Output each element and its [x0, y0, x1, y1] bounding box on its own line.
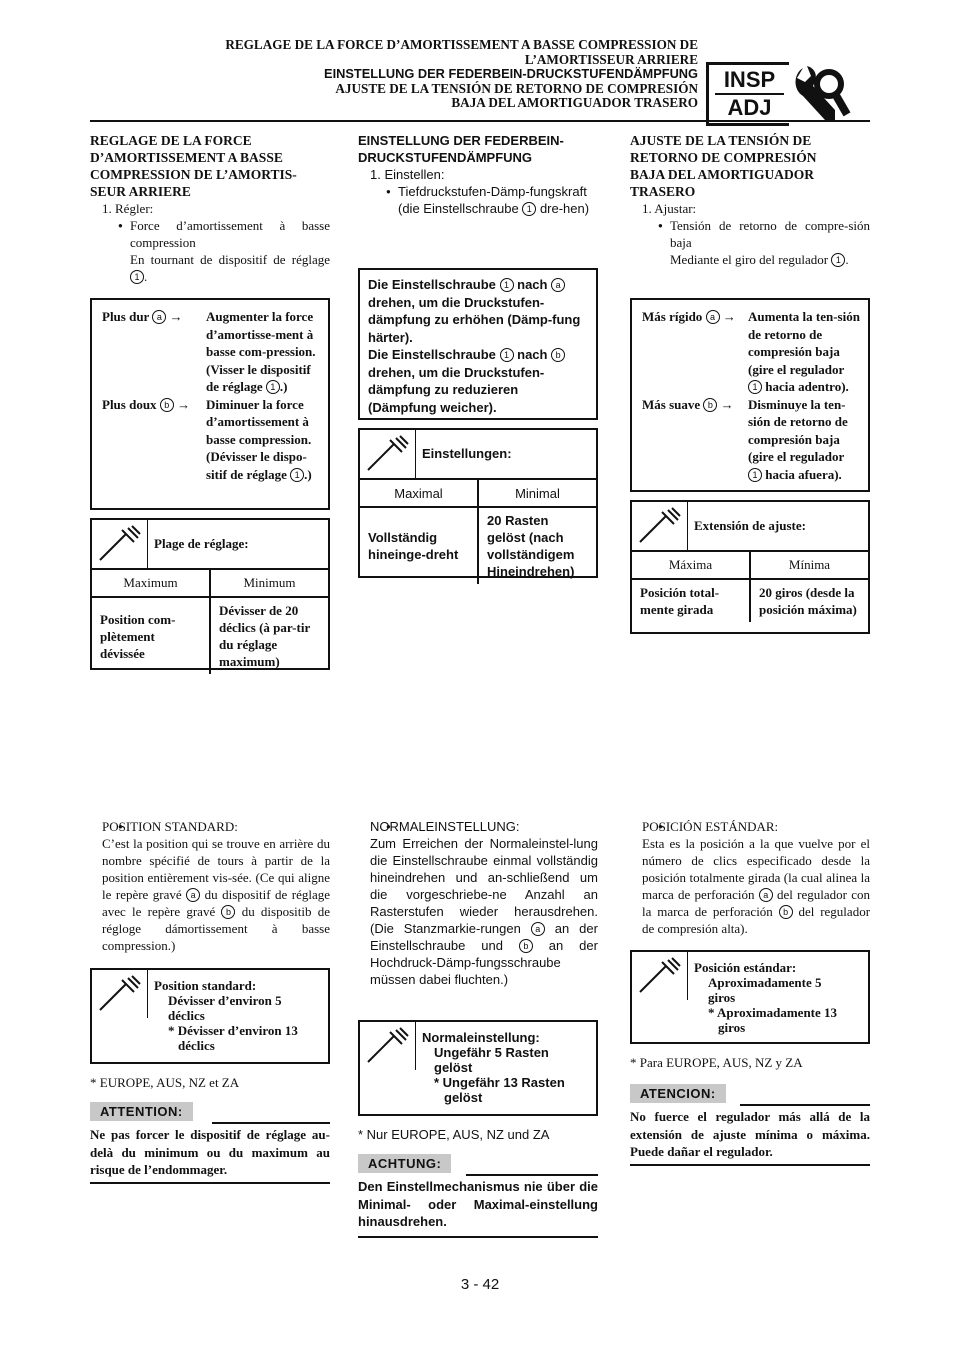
es-warning-text: No fuerce el regulador más allá de la extensión de ajuste mínima o máxima. Puede dañar el regulador. [630, 1109, 870, 1159]
insp-adj-badge [706, 62, 793, 126]
de-softer-para [368, 346, 588, 416]
column-german [358, 132, 598, 217]
es-bullet-text: Tensión de retorno de compre-sión baja [670, 218, 870, 250]
es-standard-box [630, 950, 870, 1044]
es-direction-box [630, 298, 870, 492]
de-standard-box-line: gelöst [434, 1060, 473, 1075]
fr-standard-head: POSITION STANDARD: [102, 819, 238, 834]
de-warning [358, 1154, 451, 1173]
es-step-1: 1. Ajustar: [642, 201, 697, 216]
es-standard-box-line: giros [718, 1020, 746, 1035]
es-title-line: AJUSTE DE LA TENSIÓN DE [630, 133, 812, 148]
de-bullet-text-3: dre-hen) [539, 201, 590, 216]
fr-standard-values [154, 978, 298, 1053]
es-harder-row [642, 308, 860, 396]
spec-wrench-icon [360, 1022, 416, 1070]
arrow-icon: → [722, 309, 736, 324]
fr-standard-text-3: du dispositib de régloge dámortissement à basse compression.) [102, 904, 331, 953]
fr-bullet-text: Force d’amortissement à basse compression [130, 218, 330, 250]
de-softer-text-c: drehen, um die Druckstufen-dämpfung zu reduzieren (Dämpfung weicher). [368, 364, 545, 415]
de-harder-para [368, 276, 588, 346]
fr-spec-col-max: Maximum [92, 570, 210, 597]
es-standard-box-line: Aproximadamente 5 [708, 975, 822, 990]
arrow-icon: → [720, 396, 734, 412]
mark-1-icon: 1 [290, 468, 304, 482]
de-standard-box [358, 1020, 598, 1116]
fr-step-1: 1. Régler: [102, 201, 154, 216]
es-standard-section [630, 818, 870, 937]
mark-a-icon: a [531, 922, 545, 936]
es-softer-text-b: hacia afuera). [765, 466, 842, 482]
fr-standard-text-1: C’est la position qui se trouve en arrière du nombre spécifié de tours à partir de la position entièrement vis-sée. (Ce qui aligne le repère gravé [102, 836, 330, 902]
fr-warning-rule [212, 1122, 330, 1124]
fr-warning [90, 1102, 193, 1121]
es-harder-label: Más rígido [642, 309, 703, 324]
de-footnote: * Nur EUROPE, AUS, NZ und ZA [358, 1127, 550, 1142]
arrow-icon: → [177, 396, 191, 412]
es-standard-text-1: Esta es la posición a la que vuelve por el número de clics especificado desde la posición totalmente girada (la cual alinea la marca de perforación [642, 836, 870, 902]
de-standard-values [422, 1030, 590, 1105]
es-title-line: BAJA DEL AMORTIGUADOR [630, 167, 815, 182]
de-bullet-text-2: (die Einstellschraube [398, 201, 519, 216]
es-spec-col-max: Máxima [632, 552, 750, 579]
mark-a-icon: a [759, 888, 773, 902]
fr-harder-text: Augmenter la force d’amortisse-ment à basse com-pression. (Visser le dispositif de réglage [206, 309, 316, 394]
de-spec-label: Einstellungen: [422, 446, 512, 461]
es-harder-text-b: hacia adentro). [765, 379, 849, 394]
de-title-line: DRUCKSTUFENDÄMPFUNG [358, 150, 533, 165]
fr-standard-section [90, 818, 330, 954]
de-spec-col-min: Minimal [478, 480, 596, 507]
fr-title [90, 132, 330, 200]
de-warning-rule [466, 1174, 598, 1176]
fr-footnote: * EUROPE, AUS, NZ et ZA [90, 1075, 240, 1090]
fr-spec-min-value: Dévisser de 20 déclics (à par-tir du réglage maximum) [210, 597, 328, 674]
page-header [225, 38, 698, 111]
fr-standard-box-title: Position standard: [154, 978, 257, 993]
spec-wrench-icon [360, 430, 416, 478]
fr-standard-bullet [90, 818, 330, 954]
mark-a-icon: a [706, 310, 720, 324]
es-bullet: ● Tensión de retorno de compre-sión baja Mediante el giro del regulador 1 . [630, 217, 870, 268]
mark-a-icon: a [551, 278, 565, 292]
fr-warning-text: Ne pas forcer le dispositif de réglage au-delà du minimum ou du maximum au risque de l’endommager. [90, 1127, 330, 1177]
mark-b-icon: b [551, 348, 565, 362]
de-harder-text-b: nach [517, 277, 548, 292]
mark-1-icon: 1 [748, 380, 762, 394]
es-standard-box-line: * Aproximadamente 13 [708, 1005, 838, 1020]
es-spec-col-min: Mínima [750, 552, 868, 579]
de-title [358, 132, 598, 166]
de-warning-bottom-rule [358, 1236, 598, 1238]
es-harder-text: Aumenta la ten-sión de retorno de compresión baja (gire el regulador [748, 309, 860, 377]
fr-bullet-text-2: En tournant de dispositif de réglage [130, 252, 330, 267]
fr-spec-max-value: Position com-plètement dévissée [100, 611, 176, 661]
spec-wrench-icon [92, 970, 148, 1018]
fr-harder-label: Plus dur [102, 309, 150, 324]
de-standard-text-3: an der Hochdruck-Dämp-fungsschraube müssen dabei fluchten.) [370, 938, 598, 987]
fr-standard-box-line: déclics [168, 1008, 205, 1023]
mark-b-icon: b [519, 939, 533, 953]
es-standard-text-3: del regulador de compresión alta). [642, 904, 871, 936]
mark-b-icon: b [703, 398, 717, 412]
header-line-1: REGLAGE DE LA FORCE D’AMORTISSEMENT A BASSE COMPRESSION DE [225, 37, 698, 52]
es-softer-text: Disminuye la ten-sión de retorno de compresión baja (gire el regulador [748, 396, 848, 464]
es-spec-header [632, 502, 868, 552]
es-softer-label: Más suave [642, 396, 701, 412]
es-warning-label: ATENCION: [630, 1084, 726, 1103]
fr-standard-box-line: déclics [178, 1038, 215, 1053]
header-line-4: AJUSTE DE LA TENSIÓN DE RETORNO DE COMPRESIÓN [335, 80, 698, 96]
fr-standard-box-line: Dévisser d’environ 5 [168, 993, 282, 1008]
spec-wrench-icon [632, 502, 688, 550]
fr-standard-text-2: du dispositif de réglage avec le repère gravé [102, 887, 331, 919]
header-line-2: L’AMORTISSEUR ARRIERE [524, 51, 698, 67]
de-title-line: EINSTELLUNG DER FEDERBEIN- [358, 133, 564, 148]
fr-spec-table [92, 570, 328, 674]
fr-softer-text: Diminuer la force d’amortissement à basse compression. (Dévisser le dispo-sitif de réglage [206, 396, 312, 482]
de-standard-text-1: Zum Erreichen der Normaleinstel-lung die Einstellschraube einmal vollständig hineindrehen und an-schließend um die vorgeschriebe-ne Anzahl an Rasterstufen wieder herausdrehen. (Die Stanzmarkie-rungen [370, 836, 598, 936]
de-warning-text: Den Einstellmechanismus nie über die Minimal- oder Maximal-einstellung hinausdrehen. [358, 1179, 598, 1229]
mark-1-icon: 1 [266, 380, 280, 394]
de-harder-text-a: Die Einstellschraube [368, 277, 496, 292]
de-bullet [358, 183, 598, 217]
page-number: 3 - 42 [460, 1276, 500, 1293]
de-standard-box-line: Ungefähr 5 Rasten [434, 1045, 549, 1060]
de-spec-col-max: Maximal [360, 480, 478, 507]
mark-1-icon: 1 [748, 468, 762, 482]
mark-1-icon: 1 [500, 348, 514, 362]
es-spec-min-value: 20 giros (desde la posición máxima) [750, 579, 868, 622]
es-standard-bullet [630, 818, 870, 937]
column-spanish [630, 132, 870, 268]
fr-softer-label: Plus doux [102, 396, 157, 412]
de-standard-box-line: gelöst [444, 1090, 483, 1105]
es-footnote: * Para EUROPE, AUS, NZ y ZA [630, 1055, 803, 1070]
fr-standard-box [90, 968, 330, 1064]
spec-wrench-icon [92, 520, 148, 568]
fr-spec-label: Plage de réglage: [154, 536, 249, 551]
de-softer-text-a: Die Einstellschraube [368, 347, 496, 362]
es-standard-box-title: Posición estándar: [694, 960, 797, 975]
mark-a-icon: a [186, 888, 200, 902]
mark-1-icon: 1 [500, 278, 514, 292]
fr-softer-row: Plus doux b → Diminuer la force d’amortissement à basse compression. (Dévisser le dispo-sitif de réglage 1 .) [102, 396, 312, 482]
spec-wrench-icon [632, 952, 688, 1000]
wrench-icon [789, 62, 853, 126]
arrow-icon: → [169, 309, 183, 324]
de-standard-box-line: * Ungefähr 13 Rasten [434, 1075, 565, 1090]
fr-warning-bottom-rule [90, 1182, 330, 1184]
es-standard-values [694, 960, 837, 1035]
header-line-5: BAJA DEL AMORTIGUADOR TRASERO [451, 95, 698, 111]
es-softer-row [642, 396, 860, 484]
de-warning-label: ACHTUNG: [358, 1154, 451, 1173]
de-standard-bullet [358, 818, 598, 988]
mark-b-icon: b [160, 398, 174, 412]
de-standard-text-2: an der Einstellschraube und [370, 921, 598, 953]
fr-standard-box-line: * Dévisser d’environ 13 [168, 1023, 298, 1038]
de-softer-text-b: nach [517, 347, 548, 362]
fr-warning-label: ATTENTION: [90, 1102, 193, 1121]
es-title [630, 132, 870, 200]
de-bullet-text: Tiefdruckstufen-Dämp-fungskraft [398, 184, 587, 199]
header-rule [90, 120, 870, 122]
es-warning-rule [740, 1104, 870, 1106]
mark-1-icon: 1 [831, 253, 845, 267]
es-warning [630, 1084, 726, 1103]
fr-title-line: COMPRESSION DE L’AMORTIS- [90, 167, 297, 182]
badge-top-text: INSP [723, 67, 776, 92]
es-standard-text-2: del regulador con la marca de perforación [642, 887, 870, 919]
de-standard-section [358, 818, 598, 988]
es-spec-max-value: Posición total-mente girada [640, 585, 720, 617]
fr-harder-row: Plus dur a → Augmenter la force d’amortisse-ment à basse com-pression. (Visser le dispositif de réglage 1 .) [102, 309, 316, 394]
es-title-line: RETORNO DE COMPRESIÓN [630, 150, 817, 165]
fr-bullet: ● Force d’amortissement à basse compression En tournant de dispositif de réglage 1 . [90, 217, 330, 285]
mark-a-icon: a [152, 310, 166, 324]
header-line-3: EINSTELLUNG DER FEDERBEIN-DRUCKSTUFENDÄMPFUNG [324, 66, 698, 82]
fr-title-line: D’AMORTISSEMENT A BASSE [90, 150, 283, 165]
fr-spec-header [92, 520, 328, 570]
de-spec-header [360, 430, 596, 480]
fr-title-line: SEUR ARRIERE [90, 184, 191, 199]
es-bullet-text-2: Mediante el giro del regulador [670, 252, 829, 267]
es-spec-table [632, 552, 868, 622]
es-warning-bottom-rule [630, 1164, 870, 1166]
es-standard-head: POSICIÓN ESTÁNDAR: [642, 819, 779, 834]
mark-1-icon: 1 [130, 270, 144, 284]
fr-spec-box [90, 518, 330, 670]
de-spec-min-value: 20 Rasten gelöst (nach vollständigem Hineindrehen) [478, 507, 596, 584]
mark-b-icon: b [779, 905, 793, 919]
de-harder-text-c: drehen, um die Druckstufen-dämpfung zu erhöhen (Dämp-fung härter). [368, 294, 581, 345]
es-title-line: TRASERO [630, 184, 696, 199]
de-step-1: 1. Einstellen: [370, 167, 445, 182]
de-standard-box-title: Normaleinstellung: [422, 1030, 540, 1045]
mark-b-icon: b [221, 905, 235, 919]
de-spec-max-value: Vollständig hineinge-dreht [368, 530, 459, 562]
fr-direction-box [90, 298, 330, 510]
es-spec-box [630, 500, 870, 634]
de-direction-box [358, 268, 598, 420]
fr-spec-col-min: Minimum [210, 570, 328, 597]
badge-bottom-text: ADJ [727, 95, 772, 120]
de-spec-table [360, 480, 596, 584]
es-standard-box-line: giros [708, 990, 736, 1005]
column-french [90, 132, 330, 285]
mark-1-icon: 1 [522, 202, 536, 216]
de-standard-head: NORMALEINSTELLUNG: [370, 819, 520, 834]
es-spec-label: Extensión de ajuste: [694, 518, 806, 533]
fr-title-line: REGLAGE DE LA FORCE [90, 133, 252, 148]
de-spec-box [358, 428, 598, 578]
